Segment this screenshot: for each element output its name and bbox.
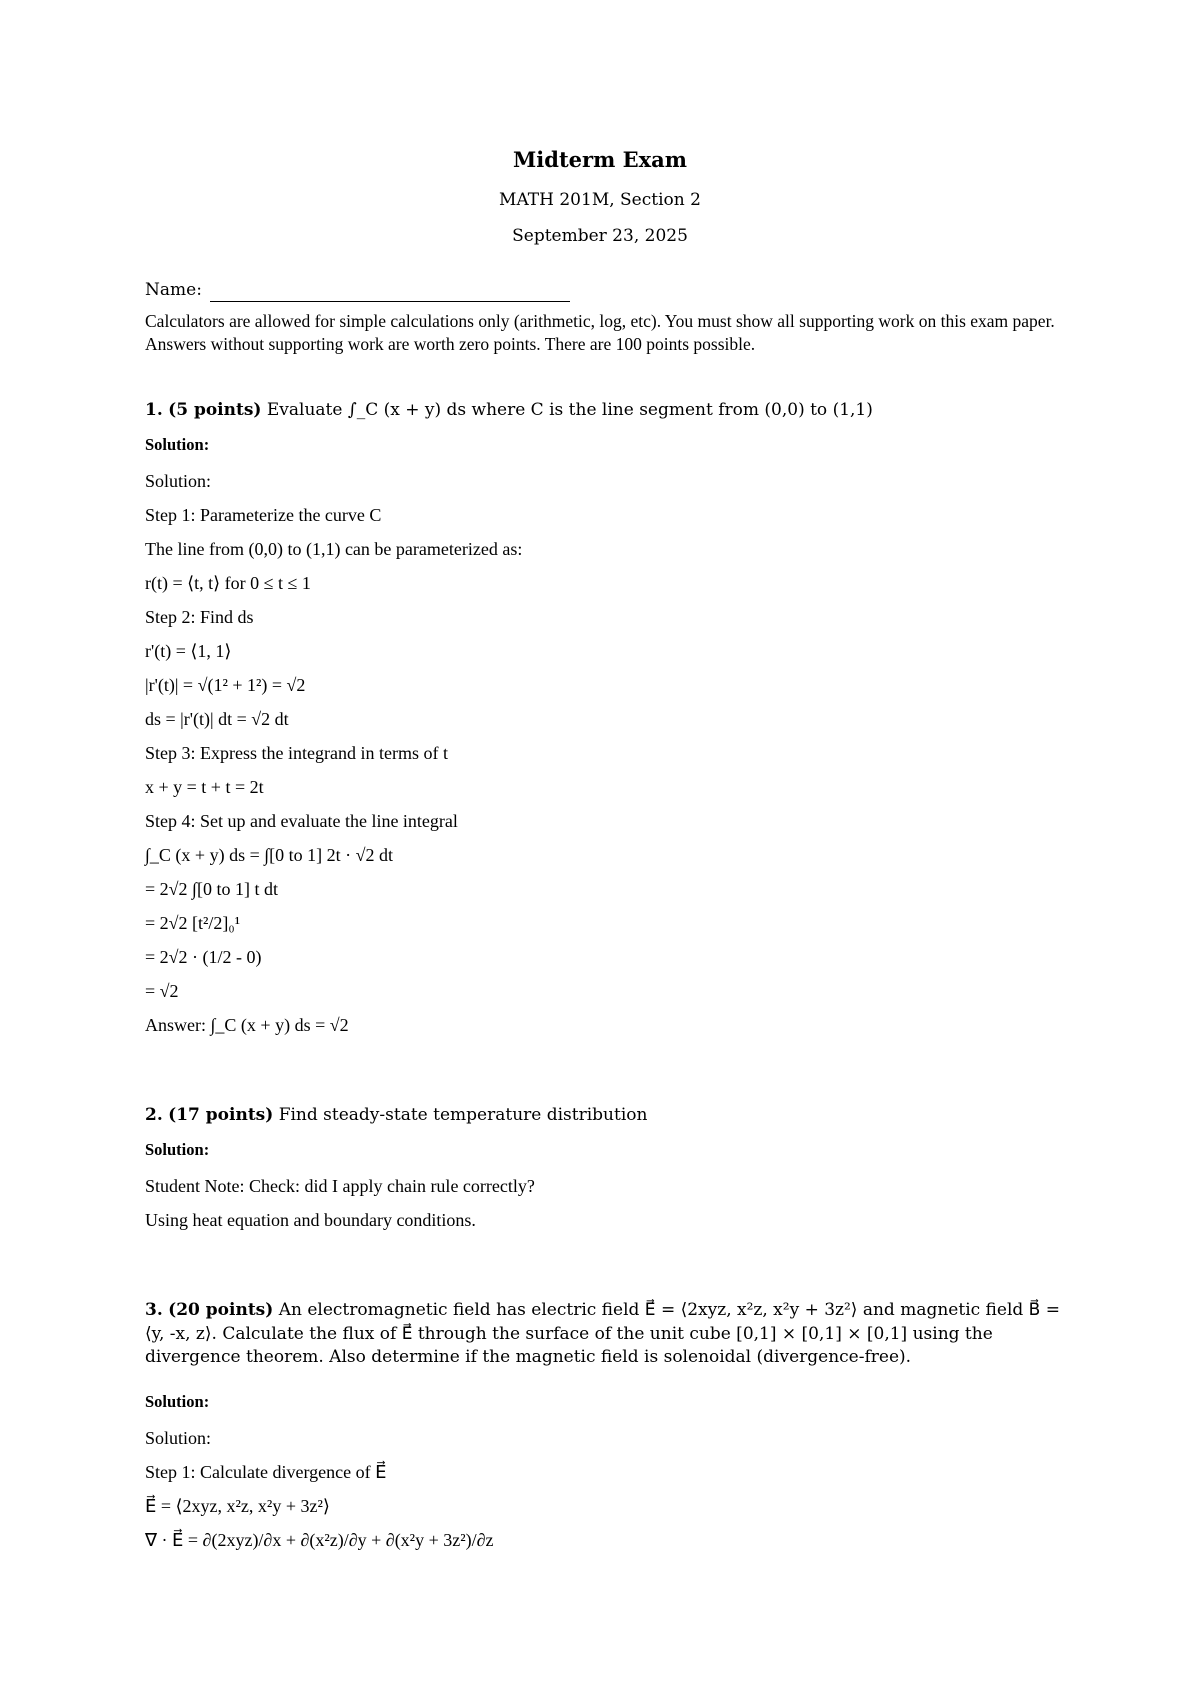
- solution-line: The line from (0,0) to (1,1) can be parameterized as:: [145, 539, 523, 559]
- solution-line: Solution:: [145, 471, 212, 491]
- solution-label: Solution:: [145, 1392, 210, 1411]
- solution-line: Solution:: [145, 1428, 212, 1448]
- solution-line: ∇ · E⃗ = ∂(2xyz)/∂x + ∂(x²z)/∂y + ∂(x²y + 3z²)/∂z: [145, 1530, 494, 1550]
- solution-line: = 2√2 [t²/2]₀¹: [145, 913, 241, 933]
- student-note: Student Note: Check: did I apply chain rule correctly?: [145, 1176, 535, 1196]
- solution-line: Step 1: Parameterize the curve C: [145, 505, 382, 525]
- name-label: Name:: [145, 280, 202, 300]
- solution-line: |r'(t)| = √(1² + 1²) = √2: [145, 675, 306, 695]
- solution-line: x + y = t + t = 2t: [145, 777, 264, 797]
- solution-label: Solution:: [145, 1140, 210, 1159]
- question-number: 3.: [145, 1300, 163, 1320]
- solution-line: r(t) = ⟨t, t⟩ for 0 ≤ t ≤ 1: [145, 573, 311, 593]
- instructions: Calculators are allowed for simple calculations only (arithmetic, log, etc). You must show all supporting work on this exam paper. Answers without supporting work are worth zero points. There are 100 points possible.: [145, 311, 1055, 354]
- question-number: 2.: [145, 1105, 163, 1125]
- solution-line: Step 4: Set up and evaluate the line integral: [145, 811, 458, 831]
- question-3-heading: [145, 1299, 1065, 1370]
- solution-line: ds = |r'(t)| dt = √2 dt: [145, 709, 289, 729]
- page-title: Midterm Exam: [513, 147, 687, 172]
- solution-label: Solution:: [145, 435, 210, 454]
- question-prompt: Evaluate ∫_C (x + y) ds where C is the line segment from (0,0) to (1,1): [266, 400, 873, 420]
- question-prompt: An electromagnetic field has electric field E⃗ = ⟨2xyz, x²z, x²y + 3z²⟩ and magnetic field B⃗ = ⟨y, -x, z⟩. Calculate the flux of E⃗ through the surface of the unit cube [0,1] × [0,1] × [0,1] using the divergence theorem. Also determine if the magnetic field is solenoidal (divergence-free).: [145, 1300, 1060, 1367]
- solution-line: Step 1: Calculate divergence of E⃗: [145, 1462, 387, 1482]
- question-number: 1.: [145, 400, 163, 420]
- answer-line: Answer: ∫_C (x + y) ds = √2: [145, 1015, 349, 1035]
- solution-line: Step 2: Find ds: [145, 607, 254, 627]
- solution-line: = √2: [145, 981, 179, 1001]
- question-points: (5 points): [168, 400, 262, 420]
- solution-line: r'(t) = ⟨1, 1⟩: [145, 641, 232, 661]
- solution-line: Step 3: Express the integrand in terms of t: [145, 743, 448, 763]
- course-subtitle: MATH 201M, Section 2: [499, 190, 701, 210]
- exam-date: September 23, 2025: [512, 226, 688, 246]
- solution-line: ∫_C (x + y) ds = ∫[0 to 1] 2t · √2 dt: [145, 845, 394, 865]
- solution-line: E⃗ = ⟨2xyz, x²z, x²y + 3z²⟩: [145, 1496, 330, 1516]
- solution-line: = 2√2 ∫[0 to 1] t dt: [145, 879, 278, 899]
- solution-line: = 2√2 · (1/2 - 0): [145, 947, 262, 967]
- question-points: (20 points): [168, 1300, 274, 1320]
- question-prompt: Find steady-state temperature distribution: [278, 1105, 648, 1125]
- question-1-heading: [145, 398, 1065, 422]
- question-2-heading: [145, 1103, 1065, 1127]
- solution-line: Using heat equation and boundary conditions.: [145, 1210, 476, 1230]
- question-points: (17 points): [168, 1105, 274, 1125]
- name-field-row: [145, 278, 570, 302]
- name-input-line[interactable]: [210, 283, 570, 302]
